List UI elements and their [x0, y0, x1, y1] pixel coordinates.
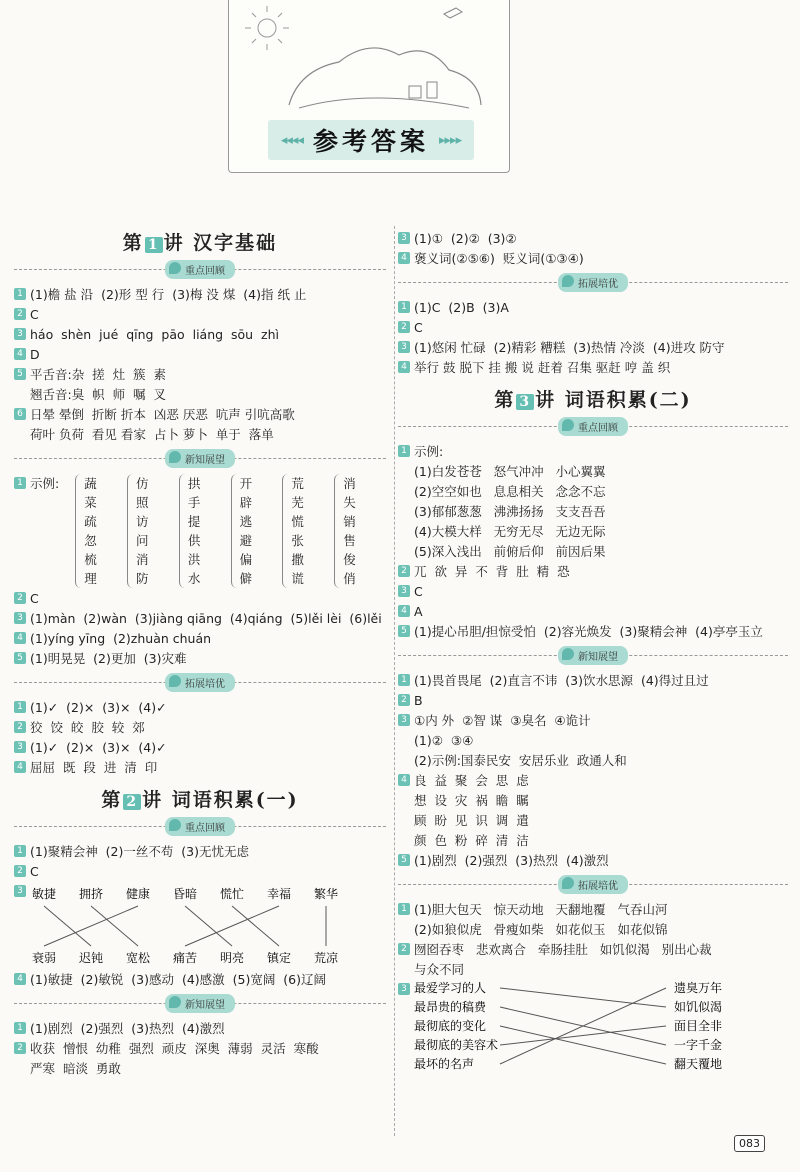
page-title: 参考答案 — [312, 127, 429, 156]
answer-row — [398, 358, 788, 377]
section-badge: 拓展培优 — [558, 875, 628, 894]
section-badge: 拓展培优 — [558, 273, 628, 292]
answer-text: (1)胆大包天 惊天动地 天翻地覆 气吞山河 — [414, 902, 668, 917]
group-word: 提供 — [187, 514, 201, 548]
answer-row — [14, 474, 386, 588]
question-number: 6 — [14, 408, 26, 420]
answer-text: 日晕 晕倒 折断 折本 凶恶 厌恶 吭声 引吭高歌 — [30, 407, 295, 422]
match-word-bottom: 镇定 — [266, 951, 292, 965]
group-word: 俊俏 — [343, 552, 356, 586]
answer-text: A — [414, 604, 423, 619]
answer-text: 褒义词(②⑤⑥) 贬义词(①③④) — [414, 251, 584, 266]
lesson-prefix: 第 — [122, 232, 144, 254]
question-number: 5 — [14, 368, 26, 380]
lesson-prefix: 第 — [494, 389, 516, 411]
group-word: 访问 — [136, 514, 149, 548]
answer-row — [398, 542, 788, 561]
question-number: 4 — [398, 252, 410, 264]
match-line — [232, 906, 279, 946]
answer-text: 示例: — [414, 444, 444, 459]
match-idiom-right: 如饥似渴 — [674, 1000, 723, 1014]
question-number: 2 — [14, 721, 26, 733]
answer-text: (3)郁郁葱葱 沸沸扬扬 支支吾吾 — [414, 504, 606, 519]
question-number: 3 — [14, 741, 26, 753]
answer-text: C — [30, 307, 39, 322]
lesson-2-review — [14, 842, 386, 881]
question-number: 1 — [14, 477, 26, 489]
answer-row — [398, 900, 788, 919]
group-word: 梳理 — [84, 552, 97, 586]
title-box — [268, 120, 474, 160]
group-word: 偏僻 — [239, 552, 253, 586]
answer-row — [14, 385, 386, 404]
section-header — [398, 874, 788, 896]
answer-text: (5)深入浅出 前俯后仰 前因后果 — [414, 544, 606, 559]
match-line — [44, 906, 138, 946]
answer-text: 示例: — [30, 476, 60, 491]
answer-row — [14, 1039, 386, 1058]
answer-text: (1)✓ (2)× (3)× (4)✓ — [30, 700, 167, 715]
question-number: 1 — [398, 674, 410, 686]
match-word-top: 繁华 — [313, 887, 339, 901]
question-number: 5 — [398, 854, 410, 866]
answer-text: (1)剧烈 (2)强烈 (3)热烈 (4)激烈 — [30, 1021, 225, 1036]
group-word: 拱手 — [187, 476, 201, 510]
answer-row — [398, 691, 788, 710]
answer-row — [398, 831, 788, 850]
antonym-matching — [14, 884, 374, 966]
match-line — [185, 906, 279, 946]
lesson-1-review — [14, 285, 386, 444]
lesson-2-ext — [398, 298, 788, 377]
answer-text: (2)空空如也 息息相关 念念不忘 — [414, 484, 606, 499]
answer-row — [398, 960, 788, 979]
lesson-1-heading — [14, 228, 386, 255]
match-word-bottom: 明亮 — [219, 951, 245, 965]
answer-text: (1)✓ (2)× (3)× (4)✓ — [30, 740, 167, 755]
right-column — [398, 228, 788, 1083]
question-number: 1 — [398, 445, 410, 457]
answer-text: (1)① (2)② (3)② — [414, 231, 517, 246]
page-number: 083 — [734, 1135, 765, 1152]
answer-text: 严寒 暗淡 勇敢 — [30, 1061, 121, 1076]
group-word: 疏忽 — [84, 514, 97, 548]
group-word: 仿照 — [136, 476, 149, 510]
question-number: 1 — [14, 288, 26, 300]
question-number: 2 — [398, 943, 410, 955]
word-group — [127, 474, 165, 588]
question-number: 1 — [398, 301, 410, 313]
answer-row — [398, 442, 788, 461]
answer-row — [398, 811, 788, 830]
section-badge: 新知展望 — [165, 449, 235, 468]
answer-text: 与众不同 — [414, 962, 465, 977]
question-number: 4 — [14, 761, 26, 773]
group-word: 撒谎 — [291, 552, 304, 586]
section-badge: 重点回顾 — [165, 817, 235, 836]
answer-row — [398, 482, 788, 501]
question-number: 2 — [14, 592, 26, 604]
section-badge: 重点回顾 — [558, 417, 628, 436]
answer-row — [398, 671, 788, 690]
answer-row — [14, 1059, 386, 1078]
question-number: 2 — [398, 694, 410, 706]
question-number: 1 — [398, 903, 410, 915]
answer-text: 囫囵吞枣 悲欢离合 牵肠挂肚 如饥似渴 别出心裁 — [414, 942, 712, 957]
lesson-3-heading — [398, 385, 788, 412]
column-divider — [394, 226, 395, 1136]
answer-row — [14, 649, 386, 668]
word-group — [179, 474, 217, 588]
match-idiom-right: 遗臭万年 — [674, 981, 723, 995]
lesson-number: 2 — [123, 794, 141, 810]
answer-row — [398, 771, 788, 790]
answer-text: 平舌音:杂 搓 灶 簇 素 — [30, 367, 166, 382]
question-number: 2 — [398, 321, 410, 333]
answer-text: (2)如狼似虎 骨瘦如柴 如花似玉 如花似锦 — [414, 922, 668, 937]
answer-text: (1)明晃晃 (2)更加 (3)灾难 — [30, 651, 187, 666]
match-word-bottom: 宽松 — [125, 951, 151, 965]
match-word-bottom: 荒凉 — [313, 951, 339, 965]
answer-text: (1)畏首畏尾 (2)直言不讳 (3)饮水思源 (4)得过且过 — [414, 673, 709, 688]
lesson-title: 讲 词语积累(二) — [535, 389, 692, 411]
question-number: 4 — [14, 973, 26, 985]
group-word: 洪水 — [187, 552, 201, 586]
match-line — [500, 1026, 666, 1064]
lesson-number: 1 — [145, 237, 163, 253]
match-line — [91, 906, 138, 946]
answer-row — [14, 305, 386, 324]
answer-text: (1)② ③④ — [414, 733, 474, 748]
question-number: 3 — [398, 714, 410, 726]
group-word: 消防 — [136, 552, 149, 586]
answer-text: (1)悠闲 忙碌 (2)精彩 糟糕 (3)热情 冷淡 (4)进攻 防守 — [414, 340, 725, 355]
answer-text: 兀 欲 异 不 背 肚 精 恐 — [414, 564, 570, 579]
lesson-prefix: 第 — [101, 789, 123, 811]
question-number: 5 — [398, 625, 410, 637]
match-line — [500, 988, 666, 1064]
match-phrase-left: 最彻底的变化 — [414, 1019, 487, 1033]
answer-row — [398, 338, 788, 357]
answer-text: (1)C (2)B (3)A — [414, 300, 509, 315]
answer-text: 颜 色 粉 碎 清 洁 — [414, 833, 529, 848]
question-number: 3 — [398, 341, 410, 353]
match-word-top: 幸福 — [266, 887, 292, 901]
answer-row — [14, 698, 386, 717]
question-number: 3 — [398, 983, 410, 995]
match-word-top: 健康 — [125, 887, 151, 901]
group-word: 消失 — [343, 476, 356, 510]
question-number: 4 — [398, 774, 410, 786]
match-line — [500, 1026, 666, 1045]
answer-row — [14, 862, 386, 881]
question-number: 4 — [398, 361, 410, 373]
answer-row — [398, 298, 788, 317]
answer-row — [398, 791, 788, 810]
answer-row — [398, 731, 788, 750]
answer-text: (1)提心吊胆/担惊受怕 (2)容光焕发 (3)聚精会神 (4)亭亭玉立 — [414, 624, 763, 639]
question-number: 4 — [14, 632, 26, 644]
match-line — [185, 906, 232, 946]
lesson-2-review-cont — [14, 970, 386, 989]
match-phrase-left: 最坏的名声 — [414, 1057, 475, 1071]
answer-text: (1)敏捷 (2)敏锐 (3)感动 (4)感激 (5)宽阔 (6)辽阔 — [30, 972, 326, 987]
answer-row — [14, 425, 386, 444]
answer-row — [14, 345, 386, 364]
title-arrows-left: ◂◂◂◂ — [280, 132, 303, 148]
answer-row — [14, 325, 386, 344]
answer-row — [398, 851, 788, 870]
section-header — [14, 448, 386, 470]
lesson-3-ext — [398, 900, 788, 979]
lesson-title: 讲 汉字基础 — [163, 232, 278, 254]
group-word: 荒芜 — [291, 476, 304, 510]
word-groups — [75, 474, 386, 588]
answer-row — [14, 758, 386, 777]
word-group — [334, 474, 372, 588]
section-badge: 拓展培优 — [165, 673, 235, 692]
answer-row — [398, 249, 788, 268]
group-word: 销售 — [343, 514, 356, 548]
answer-row — [398, 582, 788, 601]
answer-row — [398, 751, 788, 770]
match-word-bottom: 痛苦 — [172, 951, 198, 965]
section-header — [398, 272, 788, 294]
answer-text: C — [30, 864, 39, 879]
answer-row — [398, 622, 788, 641]
answer-text: ①内 外 ②智 谋 ③臭名 ④诡计 — [414, 713, 591, 728]
section-badge: 重点回顾 — [165, 260, 235, 279]
question-number: 3 — [14, 612, 26, 624]
answer-row — [14, 970, 386, 989]
question-number: 3 — [14, 328, 26, 340]
answer-row — [14, 589, 386, 608]
match-word-top: 慌忙 — [219, 887, 245, 901]
match-word-top: 拥挤 — [78, 887, 104, 901]
lesson-3-review — [398, 442, 788, 641]
lesson-title: 讲 词语积累(一) — [142, 789, 299, 811]
question-number: 2 — [14, 308, 26, 320]
group-word: 蔬菜 — [84, 476, 97, 510]
answer-row — [398, 711, 788, 730]
match-phrase-left: 最爱学习的人 — [414, 981, 487, 995]
question-number: 1 — [14, 701, 26, 713]
group-word: 开辟 — [239, 476, 253, 510]
question-number: 1 — [14, 845, 26, 857]
question-number: 5 — [14, 652, 26, 664]
answer-row — [14, 285, 386, 304]
answer-text: (2)示例:国泰民安 安居乐业 政通人和 — [414, 753, 627, 768]
question-number: 2 — [14, 865, 26, 877]
group-word: 逃避 — [239, 514, 253, 548]
answer-row — [14, 718, 386, 737]
lesson-1-ext — [14, 698, 386, 777]
match-line — [44, 906, 91, 946]
answer-row — [14, 365, 386, 384]
section-header — [14, 816, 386, 838]
answer-row — [14, 1019, 386, 1038]
answer-row — [14, 738, 386, 757]
section-header — [14, 993, 386, 1015]
answer-text: 狡 饺 皎 胶 较 郊 — [30, 720, 145, 735]
answer-text: C — [414, 320, 423, 335]
answer-text: 收获 憎恨 幼稚 强烈 顽皮 深奥 薄弱 灵活 寒酸 — [30, 1041, 319, 1056]
answer-row — [398, 940, 788, 959]
word-group — [231, 474, 269, 588]
answer-text: C — [414, 584, 423, 599]
section-badge: 新知展望 — [165, 994, 235, 1013]
answer-text: 荷叶 负荷 看见 看家 占卜 萝卜 单于 落单 — [30, 427, 274, 442]
section-header — [398, 416, 788, 438]
answer-text: háo shèn jué qīng pāo liáng sōu zhì — [30, 327, 279, 342]
question-number: 3 — [14, 885, 26, 897]
answer-text: (1)màn (2)wàn (3)jiàng qiāng (4)qiáng (5)lěi lèi (6)lěi — [30, 611, 382, 626]
answer-row — [398, 502, 788, 521]
answer-row — [14, 629, 386, 648]
answer-text: 翘舌音:臭 帜 师 嘱 叉 — [30, 387, 166, 402]
answer-text: 良 益 聚 会 思 虑 — [414, 773, 529, 788]
match-phrase-left: 最昂贵的稿费 — [414, 1000, 487, 1014]
answer-text: (4)大模大样 无穷无尽 无边无际 — [414, 524, 606, 539]
answer-row — [398, 522, 788, 541]
question-number: 1 — [14, 1022, 26, 1034]
answer-text: (1)白发苍苍 怒气冲冲 小心翼翼 — [414, 464, 606, 479]
answer-text: (1)剧烈 (2)强烈 (3)热烈 (4)激烈 — [414, 853, 609, 868]
answer-text: (1)yíng yīng (2)zhuàn chuán — [30, 631, 212, 646]
lesson-3-new — [398, 671, 788, 870]
phrase-matching — [398, 980, 778, 1080]
lesson-2-new — [14, 1019, 386, 1078]
answer-row — [398, 602, 788, 621]
answer-text: 屈屈 既 段 进 清 印 — [30, 760, 158, 775]
answer-text: 举行 鼓 脱下 挂 搬 说 赶着 召集 驱赶 哼 盖 织 — [414, 360, 671, 375]
question-number: 2 — [14, 1042, 26, 1054]
match-word-top: 昏暗 — [172, 887, 198, 901]
match-phrase-left: 最彻底的美容术 — [414, 1038, 499, 1052]
section-badge: 新知展望 — [558, 646, 628, 665]
question-number: 2 — [398, 565, 410, 577]
answer-text: C — [30, 591, 39, 606]
answer-row — [398, 318, 788, 337]
lesson-2-heading — [14, 785, 386, 812]
match-word-bottom: 衰弱 — [31, 951, 57, 965]
word-group — [282, 474, 320, 588]
lesson-2-continued — [398, 229, 788, 268]
section-header — [14, 259, 386, 281]
answer-text: B — [414, 693, 423, 708]
match-word-bottom: 迟钝 — [78, 951, 104, 965]
word-group — [75, 474, 113, 588]
answer-row — [14, 405, 386, 424]
match-line — [500, 988, 666, 1007]
question-number: 4 — [398, 605, 410, 617]
question-number: 3 — [398, 585, 410, 597]
answer-row — [398, 229, 788, 248]
answer-row — [14, 609, 386, 628]
lesson-1-new — [14, 589, 386, 668]
answer-row — [398, 562, 788, 581]
answer-row — [398, 462, 788, 481]
title-arrows-right: ▸▸▸▸ — [439, 132, 462, 148]
match-idiom-right: 一字千金 — [674, 1038, 723, 1052]
match-word-top: 敏捷 — [31, 887, 57, 901]
match-idiom-right: 面目全非 — [674, 1019, 723, 1033]
answer-text: D — [30, 347, 40, 362]
answer-text: (1)檐 盐 沿 (2)形 型 行 (3)梅 没 煤 (4)指 纸 止 — [30, 287, 307, 302]
answer-text: 想 设 灾 祸 瞻 瞩 — [414, 793, 529, 808]
answer-text: 顾 盼 见 识 调 遣 — [414, 813, 529, 828]
answer-row — [14, 842, 386, 861]
match-idiom-right: 翻天覆地 — [674, 1057, 723, 1071]
question-number: 3 — [398, 232, 410, 244]
section-header — [14, 672, 386, 694]
answer-row — [398, 920, 788, 939]
section-header — [398, 645, 788, 667]
lesson-number: 3 — [516, 394, 534, 410]
question-number: 4 — [14, 348, 26, 360]
group-word: 慌张 — [291, 514, 304, 548]
left-column — [14, 228, 386, 1079]
answer-text: (1)聚精会神 (2)一丝不苟 (3)无忧无虑 — [30, 844, 250, 859]
